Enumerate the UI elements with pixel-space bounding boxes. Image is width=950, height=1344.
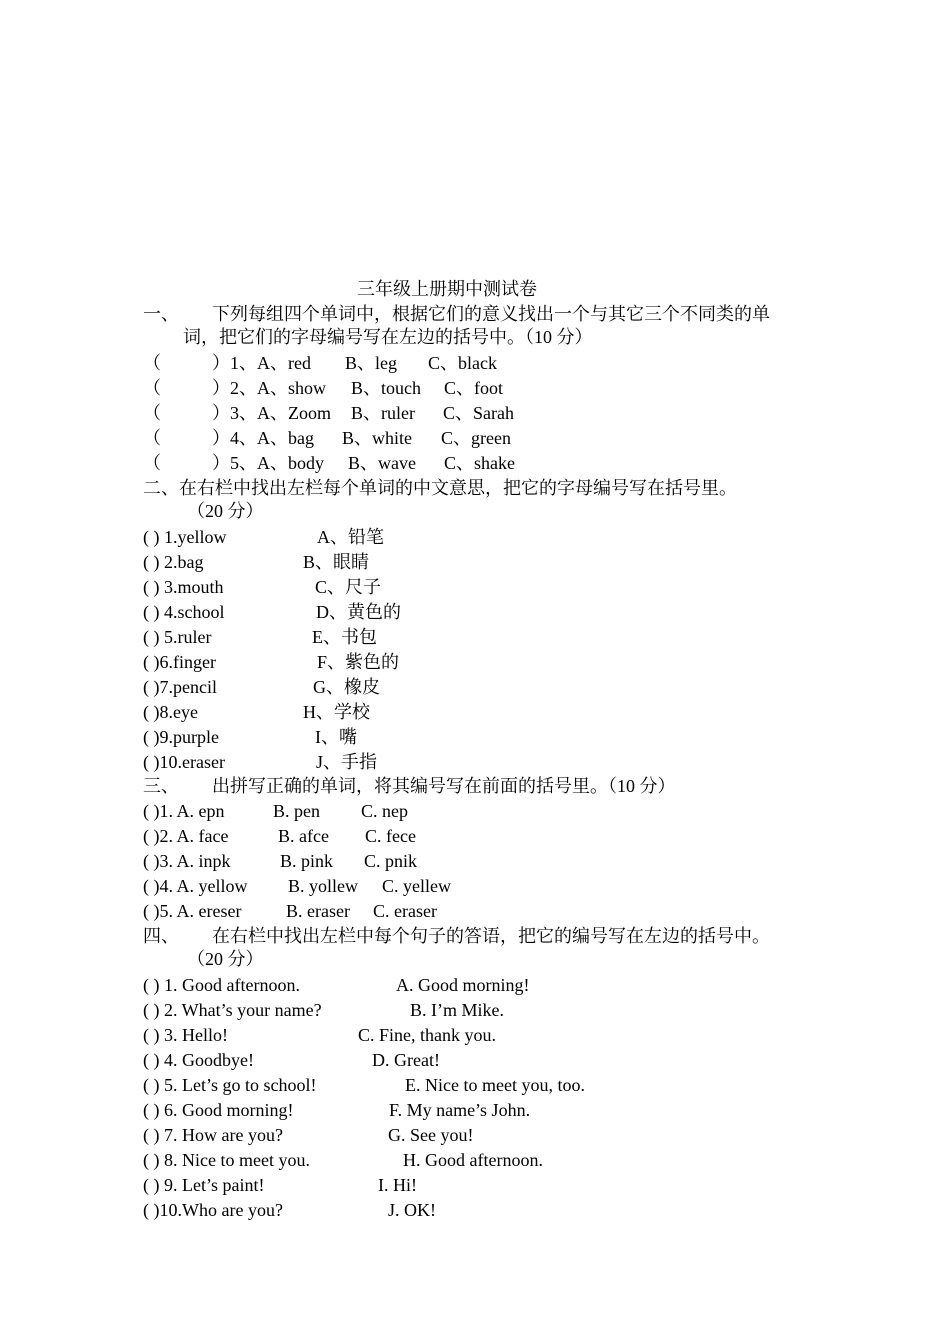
- answer-blank-close: ）: [212, 353, 230, 373]
- match-word: ( ) 1.yellow: [143, 527, 227, 547]
- match-word: ( )8.eye: [143, 702, 198, 722]
- section3-instruction: 出拼写正确的单词，将其编号写在前面的括号里。（10 分）: [212, 776, 676, 796]
- match-meaning: I、嘴: [315, 727, 357, 747]
- spelling-option-b: B. pink: [280, 851, 334, 871]
- dialogue-answer: H. Good afternoon.: [403, 1150, 543, 1170]
- section4-instruction-line2: （20 分）: [187, 949, 264, 969]
- dialogue-answer: G. See you!: [388, 1125, 474, 1145]
- option-c: C、Sarah: [443, 403, 514, 423]
- match-meaning: C、尺子: [315, 577, 382, 597]
- dialogue-question: ( ) 2. What’s your name?: [143, 1000, 322, 1020]
- spelling-option-b: B. eraser: [286, 901, 350, 921]
- option-c: C、green: [441, 428, 511, 448]
- spelling-option-b: B. yollew: [288, 876, 358, 896]
- option-c: C、foot: [444, 378, 504, 398]
- spelling-option-c: C. fece: [365, 826, 416, 846]
- answer-blank-open[interactable]: （: [143, 403, 161, 423]
- option-b: B、wave: [348, 453, 416, 473]
- match-word: ( )10.eraser: [143, 752, 225, 772]
- spelling-option-b: B. afce: [278, 826, 329, 846]
- match-meaning: B、眼睛: [303, 552, 370, 572]
- section3-number: 三、: [143, 776, 179, 796]
- answer-blank-open[interactable]: （: [143, 428, 161, 448]
- dialogue-answer: J. OK!: [388, 1200, 436, 1220]
- answer-blank-close: ）: [212, 453, 230, 473]
- dialogue-answer: B. I’m Mike.: [410, 1000, 504, 1020]
- option-c: C、black: [428, 353, 497, 373]
- dialogue-question: ( ) 6. Good morning!: [143, 1100, 294, 1120]
- section4-number: 四、: [143, 926, 179, 946]
- match-meaning: H、学校: [303, 702, 370, 722]
- section4-instruction-line1: 在右栏中找出左栏中每个句子的答语，把它的编号写在左边的括号中。: [212, 926, 770, 946]
- spelling-option-a: ( )2. A. face: [143, 826, 229, 846]
- answer-blank-close: ）: [212, 378, 230, 398]
- dialogue-answer: F. My name’s John.: [389, 1100, 531, 1120]
- spelling-option-a: ( )3. A. inpk: [143, 851, 231, 871]
- option-b: B、white: [342, 428, 412, 448]
- match-word: ( ) 2.bag: [143, 552, 204, 572]
- dialogue-question: ( ) 7. How are you?: [143, 1125, 283, 1145]
- match-meaning: A、铅笔: [317, 527, 384, 547]
- spelling-option-a: ( )5. A. ereser: [143, 901, 242, 921]
- match-meaning: E、书包: [312, 627, 377, 647]
- match-word: ( ) 5.ruler: [143, 627, 212, 647]
- spelling-option-c: C. yellew: [382, 876, 451, 896]
- dialogue-answer: D. Great!: [372, 1050, 440, 1070]
- option-a: 1、A、red: [230, 353, 311, 373]
- spelling-option-c: C. nep: [361, 801, 408, 821]
- option-a: 4、A、bag: [230, 428, 314, 448]
- dialogue-question: ( ) 1. Good afternoon.: [143, 975, 300, 995]
- answer-blank-open[interactable]: （: [143, 353, 161, 373]
- match-meaning: F、紫色的: [317, 652, 400, 672]
- option-a: 3、A、Zoom: [230, 403, 331, 423]
- option-b: B、touch: [351, 378, 421, 398]
- match-meaning: D、黄色的: [316, 602, 401, 622]
- option-b: B、ruler: [351, 403, 415, 423]
- dialogue-question: ( ) 8. Nice to meet you.: [143, 1150, 310, 1170]
- match-meaning: J、手指: [316, 752, 378, 772]
- answer-blank-open[interactable]: （: [143, 378, 161, 398]
- section1-number: 一、: [143, 304, 179, 324]
- section1-instruction-line2: 词，把它们的字母编号写在左边的括号中。（10 分）: [183, 327, 593, 347]
- dialogue-question: ( ) 4. Goodbye!: [143, 1050, 254, 1070]
- dialogue-answer: E. Nice to meet you, too.: [405, 1075, 585, 1095]
- dialogue-question: ( ) 3. Hello!: [143, 1025, 228, 1045]
- option-a: 5、A、body: [230, 453, 324, 473]
- spelling-option-a: ( )4. A. yellow: [143, 876, 248, 896]
- match-meaning: G、橡皮: [313, 677, 380, 697]
- dialogue-answer: C. Fine, thank you.: [358, 1025, 496, 1045]
- answer-blank-close: ）: [212, 428, 230, 448]
- match-word: ( )9.purple: [143, 727, 219, 747]
- spelling-option-b: B. pen: [273, 801, 320, 821]
- dialogue-question: ( ) 9. Let’s paint!: [143, 1175, 265, 1195]
- option-a: 2、A、show: [230, 378, 327, 398]
- option-b: B、leg: [345, 353, 397, 373]
- match-word: ( )6.finger: [143, 652, 216, 672]
- match-word: ( ) 3.mouth: [143, 577, 224, 597]
- section2-instruction-line2: （20 分）: [187, 501, 264, 521]
- spelling-option-c: C. pnik: [364, 851, 418, 871]
- dialogue-question: ( )10.Who are you?: [143, 1200, 283, 1220]
- answer-blank-open[interactable]: （: [143, 453, 161, 473]
- dialogue-question: ( ) 5. Let’s go to school!: [143, 1075, 317, 1095]
- spelling-option-c: C. eraser: [373, 901, 437, 921]
- answer-blank-close: ）: [212, 403, 230, 423]
- section2-instruction-line1: 二、在右栏中找出左栏每个单词的中文意思，把它的字母编号写在括号里。: [143, 478, 737, 498]
- option-c: C、shake: [444, 453, 515, 473]
- page-title: 三年级上册期中测试卷: [357, 279, 537, 299]
- dialogue-answer: A. Good morning!: [396, 975, 530, 995]
- section1-instruction-line1: 下列每组四个单词中，根据它们的意义找出一个与其它三个不同类的单: [212, 304, 770, 324]
- match-word: ( ) 4.school: [143, 602, 225, 622]
- match-word: ( )7.pencil: [143, 677, 217, 697]
- dialogue-answer: I. Hi!: [378, 1175, 417, 1195]
- spelling-option-a: ( )1. A. epn: [143, 801, 225, 821]
